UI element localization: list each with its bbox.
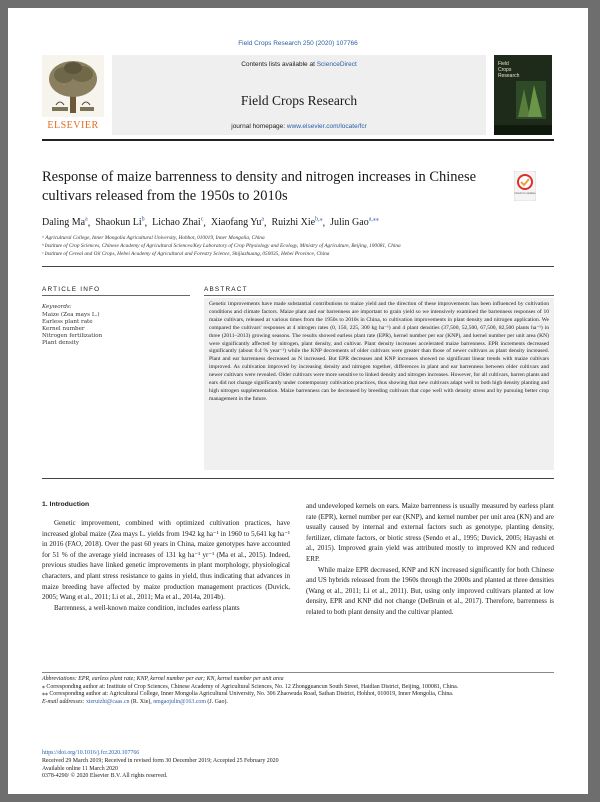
journal-cover[interactable]	[494, 55, 552, 135]
affiliation: ᵃ Agricultural College, Inner Mongolia Agricultural University, Hohhot, 010019, Inner Mongolia, China	[42, 235, 265, 241]
publisher-name: ELSEVIER	[47, 120, 99, 131]
journal-reference[interactable]: Field Crops Research 250 (2020) 107766	[238, 40, 358, 47]
homepage-prefix: journal homepage:	[231, 123, 287, 130]
article-title: Response of maize barrenness to density and nitrogen increases in Chinese cultivars released from the 1950s to 2010s	[42, 169, 477, 204]
contents-prefix: Contents lists available at	[241, 61, 317, 68]
paragraph: Barrenness, a well-known maize condition, includes earless plants	[54, 603, 240, 612]
cover-art-icon	[494, 55, 552, 135]
cover-title: Field Crops Research	[498, 61, 520, 79]
author[interactable]: Julin Gao$^{a,⁎⁎}$	[330, 217, 379, 229]
publication-info	[42, 750, 554, 781]
abstract-box	[204, 298, 554, 470]
abstract-heading: ABSTRACT	[204, 286, 248, 293]
footnote-rule	[42, 672, 554, 673]
journal-banner	[112, 55, 486, 135]
footnotes	[42, 676, 554, 706]
article-info-heading: ARTICLE INFO	[42, 286, 101, 293]
author[interactable]: Lichao Zhai$^c$	[152, 217, 204, 229]
email-line: E-mail addresses: xieruizhi@caas.cn (R. Xie), nmgaojulin@163.com (J. Gao).	[42, 698, 228, 705]
author-list: Daling Ma$^a$, Shaokun Li$^b$, Lichao Zhai$^c$, Xiaofang Yu$^a$, Ruizhi Xie$^{b,⁎}$, Julin Gao$^{a,⁎⁎}$	[42, 217, 379, 229]
check-updates-label: Check for updates	[514, 192, 536, 195]
keyword: Earless plant rate	[42, 319, 93, 326]
abbreviations-note: Abbreviations: EPR, earless plant rate; KNP, kernel number per ear; KN, kernel number per unit area	[42, 676, 284, 682]
abstract-rule	[204, 295, 554, 296]
email-link[interactable]: xieruizhi@caas.cn	[85, 698, 130, 705]
author[interactable]: Ruizhi Xie$^{b,⁎}$	[271, 217, 323, 229]
keyword: Nitrogen fertilization	[42, 333, 103, 340]
keyword: Plant density	[42, 340, 80, 347]
keyword: Kernel number	[42, 326, 85, 333]
paragraph: Genetic improvement, combined with optimized cultivation practices, have increased global maize (Zea mays L. yields from 1942 kg ha⁻¹ in 1960 to 5,641 kg ha⁻¹ in 2016 (FAO, 2018). Over the past 60 years in China, maize genotypes have accounted for 51 % of the average yield increases of 131 kg ha⁻¹ yr⁻¹ (Ma et al., 2015). Indeed, previous studies have linked genetic improvements in plant morphology, physiological characters, and plant stress resistance to gains in yield, thus indicating that advances in maize breeding have affected by maize production management practices (Duvick, 2005; Wang et al., 2011; Li et al., 2011; Ma et al., 2014a, 2014b).	[42, 519, 290, 602]
affiliation: ᵇ Institute of Crop Sciences, Chinese Academy of Agricultural Sciences/Key Laboratory of Crop Physiology and Ecology, Ministry of Agriculture, Beijing, 100081, China	[42, 243, 401, 249]
journal-header	[42, 55, 554, 137]
corresponding-author-note: ⁎ Corresponding author at: Institute of Crop Sciences, Chinese Academy of Agricultural Sciences, No. 12 Zhongguancun South Street, Haidian District, Beijing, 100081, China.	[42, 683, 459, 690]
affiliation: ᶜ Institute of Cereal and Oil Crops, Hebei Academy of Agricultural and Forestry Science, Shijiazhuang, 050035, Hebei Province, China	[42, 251, 330, 257]
email-link[interactable]: nmgaojulin@163.com	[153, 698, 206, 705]
journal-title: Field Crops Research	[240, 93, 358, 108]
info-rule	[42, 295, 190, 296]
copyright: 0378-4290/ © 2020 Elsevier B.V. All rights reserved.	[42, 773, 168, 780]
homepage-link[interactable]: www.elsevier.com/locate/fcr	[286, 123, 367, 130]
check-for-updates-badge[interactable]	[514, 171, 536, 201]
contents-line	[112, 61, 486, 68]
section-rule	[42, 266, 554, 267]
right-column	[306, 501, 554, 618]
publisher-logo	[42, 55, 104, 135]
check-updates-icon	[514, 171, 536, 201]
paragraph: and undeveloped kernels on ears. Maize barrenness is usually measured by earless plant rate (EPR), kernel number per ear (KNP), and kernel number per unit area (KN) and are usually caused by internal and external factors such as genotype, planting density, fertilizer, climate factors, or biotic stress (Sendo et al., 1995; Duvick, 2005; Hayashi et al., 2015). Improved grain yield was attributed mostly to improved KN and reduced ERP.	[306, 502, 554, 563]
keywords-list	[42, 312, 102, 347]
author[interactable]: Daling Ma$^a$	[42, 217, 88, 229]
received-dates: Received 29 March 2019; Received in revised form 30 December 2019; Accepted 25 February 2020	[42, 757, 279, 764]
keywords-title: Keywords:	[42, 304, 72, 310]
article-page	[8, 8, 588, 794]
author[interactable]: Shaokun Li$^b$	[95, 217, 145, 229]
author[interactable]: Xiaofang Yu$^a$	[210, 217, 264, 229]
available-online: Available online 11 March 2020	[42, 765, 118, 772]
doi-link[interactable]: https://doi.org/10.1016/j.fcr.2020.107766	[42, 750, 140, 756]
header-rule	[42, 139, 554, 141]
sciencedirect-link[interactable]: ScienceDirect	[316, 61, 357, 68]
introduction-heading: 1. Introduction	[42, 501, 90, 508]
left-column	[42, 518, 290, 613]
abstract-text: Genetic improvements have made substantial contributions to maize yield and the direction of these improvements has been influenced by cultivation conditions and climate factors. Maize plant and ear barrenness are important to grain yield so we intensively examined the barrenness responses of 10 maize cultivars, released at various times from the 1950s to 2010s in China, to cultivation improvements in plant density and nitrogen application. We compared the cultivars' responses at 4 nitrogen rates (0, 150, 225, 300 kg ha⁻¹) and 4 plant densities (37,500, 52,500, 67,500, 82,500 plants ha⁻¹) in three (2011–2013) growing seasons. The results showed earless plant rate (EPR), kernel number per ear (KNP), and kernel number per unit area (KN) were significantly affected by nitrogen, plant density, and cultivar. Plant density increases accelerated maize barrenness. EPR increments decreased significantly (about 0.4 % year⁻¹) while the KNP decrements of older cultivars were greater than those of newer cultivars as plant density increased. Plant and ear barrenness decreased as N increased. But EPR decreases and KNP increases showed no significant linear trends with maize cultivars improved. As cultivation improved by increasing density and nitrogen together, differences in plant and ear barrenness between older cultivars and newer cultivars were revealed. Older cultivars were more sensitive to linked density and nitrogen increases. However, for all cultivars, barren plants and ears did not change significantly under contemporary cultivation practices, thus showing that new cultivars adapt well to both high density planting and high nitrogen supplementation. Maize barrenness can be decreased by breeding cultivars that cope well with density stress and by pursuing better crop management in the future.	[209, 301, 549, 402]
paragraph: While maize EPR decreased, KNP and KN increased significantly for both Chinese and US hybrids released from the 1960s through the 2000s and planted at three densities (Wang et al., 2011; Li et al., 2011). But, using only improved cultivars planted at low density, EPR and KNP did not change (DeBruin et al., 2017). Therefore, barrenness is related to both plant density and the cultivar planted.	[306, 565, 554, 616]
tree-logo-icon	[42, 55, 104, 117]
abstract-end-rule	[42, 478, 554, 479]
keyword: Maize (Zea mays L.)	[42, 312, 100, 318]
journal-homepage	[112, 123, 486, 130]
corresponding-author-note: ⁎⁎ Corresponding author at: Agricultural College, Inner Mongolia Agricultural University, No. 306 Zhaowuda Road, Saihan District, Hohhot, 010019, Inner Mongolia, China.	[42, 691, 454, 698]
